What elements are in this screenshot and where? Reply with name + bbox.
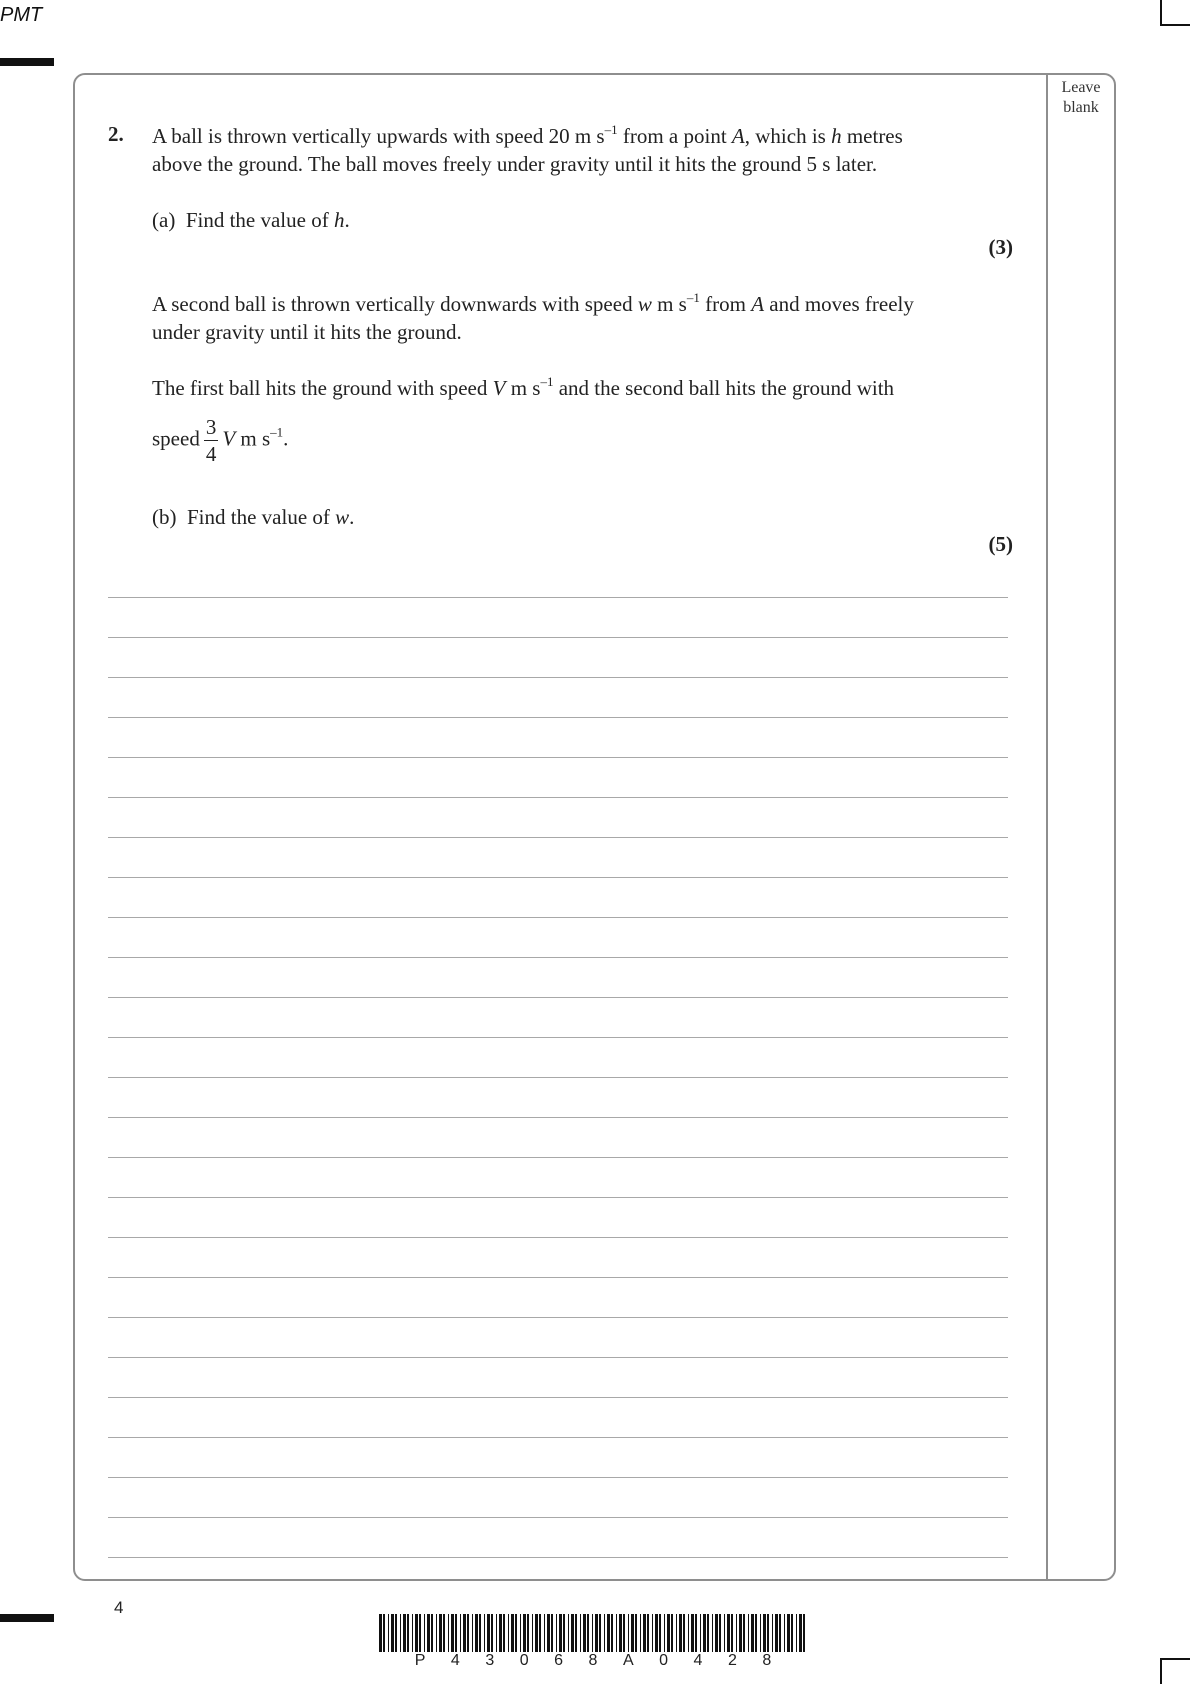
leave-blank-label: Leave blank: [1061, 79, 1101, 116]
answer-line: [108, 1037, 1008, 1038]
answer-line: [108, 757, 1008, 758]
first-hits-line-2: speed $\frac{3}{4}$ V m $s^{-1}$.: [152, 415, 289, 466]
answer-line: [108, 597, 1008, 598]
pmt-watermark: PMT: [0, 4, 43, 26]
barcode: [377, 1614, 809, 1652]
barcode-digit: 4: [450, 1652, 460, 1669]
answer-line: [108, 1557, 1008, 1558]
answer-line: [108, 1317, 1008, 1318]
answer-line: [108, 1477, 1008, 1478]
answer-line: [108, 677, 1008, 678]
answer-line: [108, 797, 1008, 798]
part-a-text: (a) Find the value of h.: [152, 208, 350, 232]
first-hits-line-1: The first ball hits the ground with speed V m $s^{-1}$ and the second ball hits the ground with: [152, 374, 895, 400]
question-intro-line-1: A ball is thrown vertically upwards with speed 20 m $s^{-1}$ from a point A, which is h metres: [152, 122, 903, 148]
answer-line: [108, 637, 1008, 638]
answer-line: [108, 917, 1008, 918]
answer-line: [108, 1437, 1008, 1438]
answer-line: [108, 997, 1008, 998]
second-ball-line-2: under gravity until it hits the ground.: [152, 320, 462, 344]
bottom-edge-bar: [0, 1614, 54, 1622]
question-intro-line-2: above the ground. The ball moves freely under gravity until it hits the ground 5 s later.: [152, 152, 878, 176]
barcode-digit: 4: [693, 1652, 703, 1669]
answer-line: [108, 1397, 1008, 1398]
answer-line: [108, 957, 1008, 958]
barcode-digit: P: [414, 1652, 426, 1669]
crop-mark-bottom-right: [1160, 1658, 1162, 1684]
answer-line: [108, 1117, 1008, 1118]
answer-line: [108, 877, 1008, 878]
barcode-digit: 0: [659, 1652, 669, 1669]
barcode-digit: 8: [762, 1652, 772, 1669]
barcode-digit: A: [622, 1652, 634, 1669]
barcode-digits: [377, 1652, 809, 1670]
crop-mark-top-right-h: [1160, 24, 1190, 26]
answer-line: [108, 717, 1008, 718]
top-edge-bar: [0, 58, 54, 66]
part-b-marks: (5): [988, 532, 1013, 556]
answer-line: [108, 1237, 1008, 1238]
answer-line: [108, 1197, 1008, 1198]
fraction-three-quarters: $\frac{3}{4}$: [205, 415, 217, 466]
barcode-digit: 0: [519, 1652, 529, 1669]
answer-line: [108, 1517, 1008, 1518]
page-number: 4: [114, 1598, 124, 1617]
part-b-text: (b) Find the value of w.: [152, 505, 355, 529]
answer-line: [108, 1357, 1008, 1358]
second-ball-line-1: A second ball is thrown vertically downwards with speed w m $s^{-1}$ from A and moves freely: [152, 290, 914, 316]
crop-mark-top-right: [1160, 0, 1162, 26]
answer-line: [108, 1277, 1008, 1278]
answer-line: [108, 1077, 1008, 1078]
barcode-digit: 3: [485, 1652, 495, 1669]
answer-line: [108, 837, 1008, 838]
crop-mark-bottom-right-h: [1160, 1658, 1190, 1660]
question-number: 2.: [108, 122, 124, 146]
barcode-digit: 8: [588, 1652, 598, 1669]
answer-line: [108, 1157, 1008, 1158]
part-a-marks: (3): [988, 235, 1013, 259]
barcode-digit: 2: [727, 1652, 737, 1669]
barcode-digit: 6: [554, 1652, 564, 1669]
margin-divider: [1046, 75, 1048, 1580]
